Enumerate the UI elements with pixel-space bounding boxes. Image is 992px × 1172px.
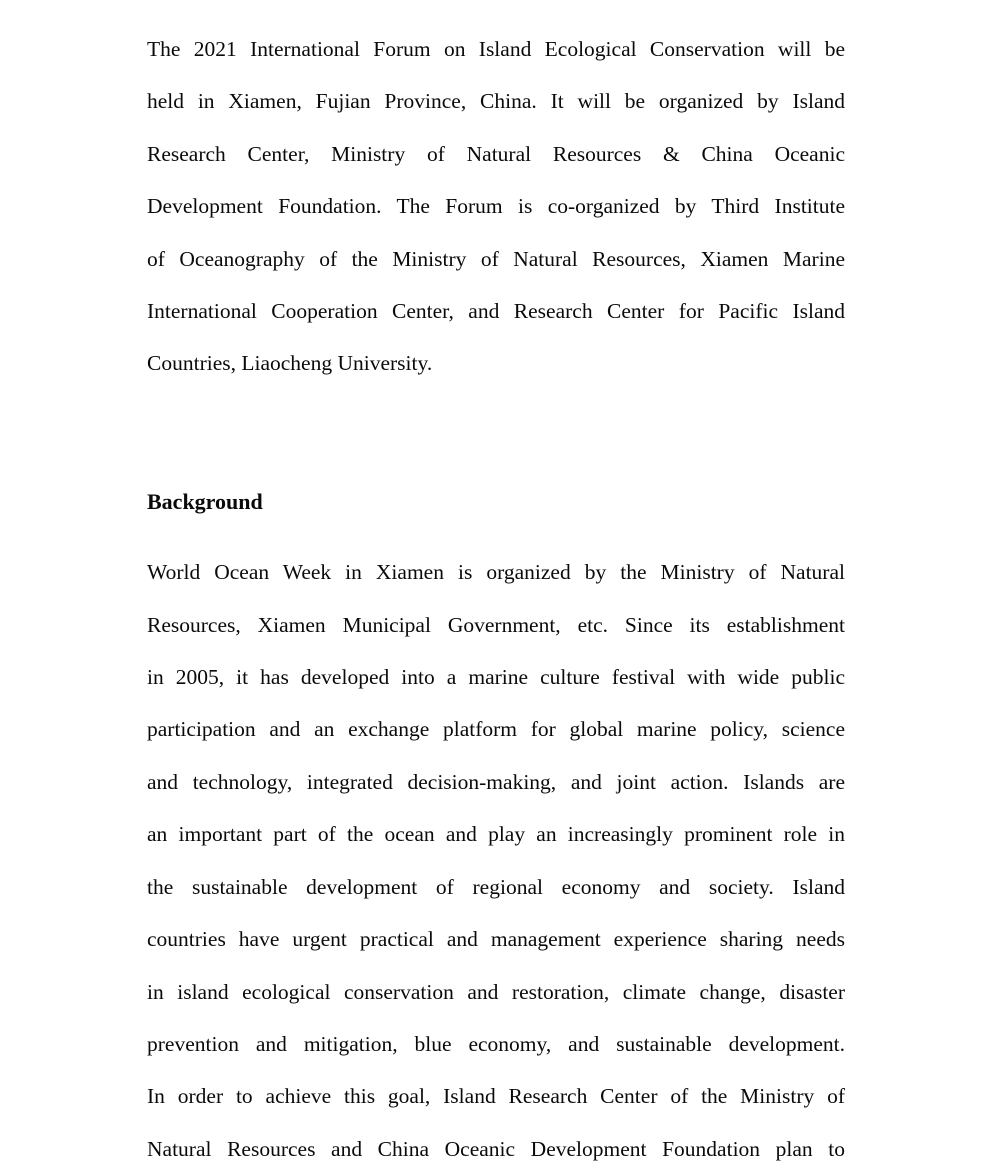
text-line: in 2005, it has developed into a marine culture festival with wide public xyxy=(147,665,845,690)
text-line: Resources, Xiamen Municipal Government, etc. Since its establishment xyxy=(147,612,845,637)
document-content xyxy=(147,23,845,1172)
text-line: and technology, integrated decision-making, and joint action. Islands are xyxy=(147,769,845,794)
text-line: participation and an exchange platform for global marine policy, science xyxy=(147,717,845,742)
text-line: Development Foundation. The Forum is co-organized by Third Institute xyxy=(147,194,845,219)
intro-paragraph xyxy=(147,23,845,390)
text-line: an important part of the ocean and play an increasingly prominent role in xyxy=(147,822,845,847)
background-heading: Background xyxy=(147,488,263,514)
text-line: Natural Resources and China Oceanic Development Foundation plan to xyxy=(147,1136,845,1161)
text-line: International Cooperation Center, and Research Center for Pacific Island xyxy=(147,299,845,324)
text-line: held in Xiamen, Fujian Province, China. It will be organized by Island xyxy=(147,89,845,114)
text-line: Research Center, Ministry of Natural Resources & China Oceanic xyxy=(147,141,845,166)
text-line: countries have urgent practical and management experience sharing needs xyxy=(147,927,845,952)
text-line: in island ecological conservation and restoration, climate change, disaster xyxy=(147,979,845,1004)
text-line: the sustainable development of regional economy and society. Island xyxy=(147,874,845,899)
text-line: In order to achieve this goal, Island Research Center of the Ministry of xyxy=(147,1084,845,1109)
text-line: of Oceanography of the Ministry of Natural Resources, Xiamen Marine xyxy=(147,246,845,271)
text-line: The 2021 International Forum on Island Ecological Conservation will be xyxy=(147,37,845,61)
background-paragraph xyxy=(147,546,845,1172)
text-line: World Ocean Week in Xiamen is organized by the Ministry of Natural xyxy=(147,560,845,585)
text-line: prevention and mitigation, blue economy, and sustainable development. xyxy=(147,1031,845,1056)
text-line: Countries, Liaocheng University. xyxy=(147,351,433,376)
